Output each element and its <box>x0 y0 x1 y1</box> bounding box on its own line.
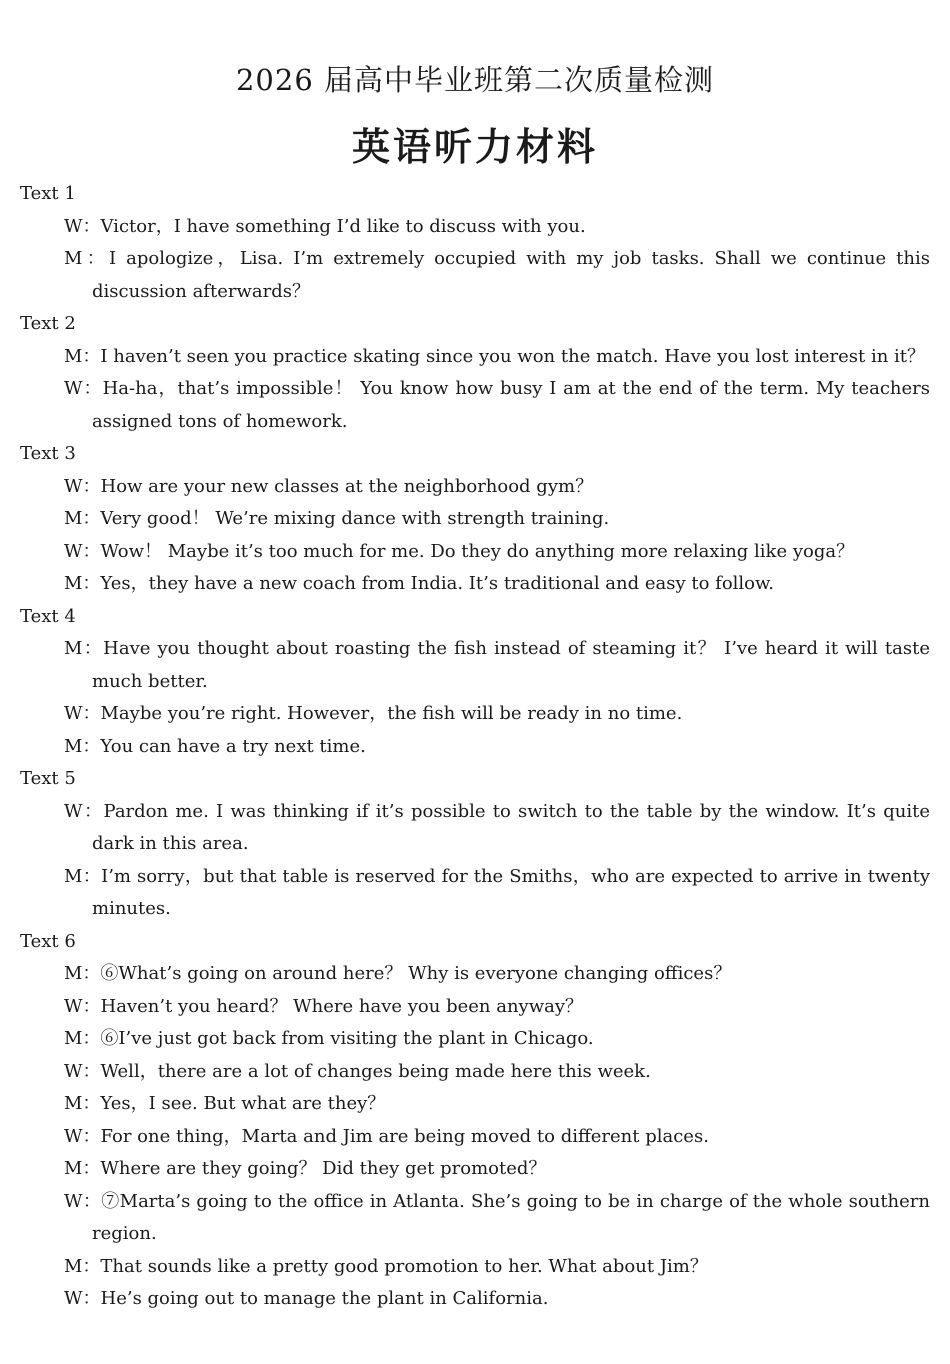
dialogue-line: M：You can have a try next time. <box>64 735 366 757</box>
dialogue-line: W：Victor，I have something I’d like to discuss with you. <box>64 215 586 237</box>
text-heading: Text 1 <box>20 183 76 204</box>
dialogue-line: M：Where are they going？ Did they get promoted？ <box>64 1158 547 1179</box>
dialogue-line: M：I apologize，Lisa. I’m extremely occupied with my job tasks. Shall we continue this discussion afterwards？ <box>64 248 930 302</box>
dialogue-line: W：Pardon me. I was thinking if it’s possible to switch to the table by the window. It’s quite dark in this area. <box>64 800 930 854</box>
text-section <box>20 601 930 764</box>
dialogue-line: M：⑥I’ve just got back from visiting the plant in Chicago. <box>64 1028 594 1049</box>
dialogue-line: W：Wow！ Maybe it’s too much for me. Do they do anything more relaxing like yoga？ <box>64 540 855 562</box>
dialogue-line: W：Haven’t you heard？ Where have you been anyway？ <box>64 995 584 1017</box>
text-heading: Text 6 <box>20 930 76 952</box>
dialogue-line: M：I haven’t seen you practice skating since you won the match. Have you lost interest in it？ <box>64 345 926 367</box>
page-title: 2026 届高中毕业班第二次质量检测 <box>235 63 715 97</box>
dialogue-line: W：How are your new classes at the neighborhood gym？ <box>64 475 594 497</box>
dialogue-line: W：He’s going out to manage the plant in California. <box>64 1288 549 1309</box>
text-heading: Text 5 <box>20 768 76 789</box>
dialogue-line: M：Have you thought about roasting the fish instead of steaming it？ I’ve heard it will taste much better. <box>64 638 930 692</box>
dialogue-line: W：Well，there are a lot of changes being made here this week. <box>64 1060 651 1082</box>
dialogue-line: M：Yes，they have a new coach from India. It’s traditional and easy to follow. <box>64 573 775 594</box>
dialogue-line: W：Maybe you’re right. However，the fish will be ready in no time. <box>64 703 683 724</box>
text-heading: Text 3 <box>20 443 76 464</box>
text-section <box>20 763 930 926</box>
dialogue-line: M：I’m sorry，but that table is reserved for the Smiths，who are expected to arrive in twenty minutes. <box>64 865 930 919</box>
transcript-body <box>20 178 930 1316</box>
text-section <box>20 438 930 601</box>
text-heading: Text 4 <box>20 605 76 627</box>
dialogue-line: W：Ha-ha，that’s impossible！ You know how busy I am at the end of the term. My teachers assigned tons of homework. <box>64 378 930 432</box>
dialogue-line: W：⑦Marta’s going to the office in Atlanta. She’s going to be in charge of the whole southern region. <box>64 1190 930 1244</box>
dialogue-line: M：⑥What’s going on around here？ Why is everyone changing offices？ <box>64 963 732 984</box>
text-section <box>20 178 930 308</box>
dialogue-line: W：For one thing，Marta and Jim are being moved to different places. <box>64 1125 709 1147</box>
text-section <box>20 308 930 438</box>
text-heading: Text 2 <box>20 313 76 334</box>
dialogue-line: M：That sounds like a pretty good promotion to her. What about Jim？ <box>64 1255 708 1277</box>
text-section <box>20 926 930 1316</box>
page-subtitle: 英语听力材料 <box>351 125 598 169</box>
dialogue-line: M：Yes，I see. But what are they？ <box>64 1093 386 1114</box>
dialogue-line: M：Very good！ We’re mixing dance with strength training. <box>64 508 610 529</box>
